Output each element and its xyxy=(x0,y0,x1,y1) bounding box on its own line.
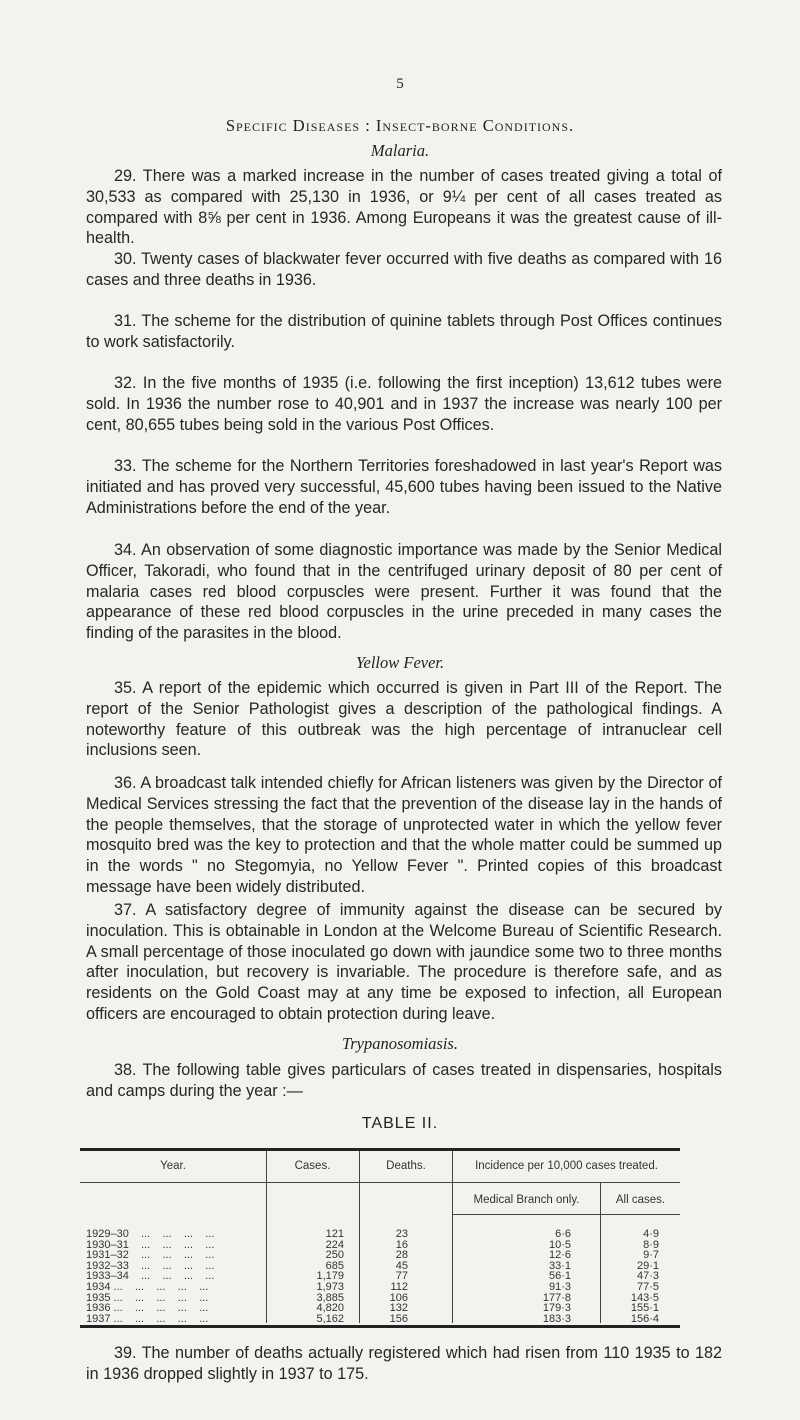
paragraph-35: 35. A report of the epidemic which occurred is given in Part III of the Report. The report of the Senior Pathologist gives a description of the pathological findings. A noteworthy feature of this outbreak was the high percentage of intranuclear cell inclusions seen. xyxy=(86,679,722,760)
paragraph-33: 33. The scheme for the Northern Territories foreshadowed in last year's Report was initiated and has proved very successful, 45,600 tubes having been issued to the Native Administrations before the end of the year. xyxy=(86,457,722,517)
table-cell-cases: 121 xyxy=(325,1228,344,1240)
page-number: 5 xyxy=(396,76,404,92)
table-cell-medical: 177·8 xyxy=(542,1291,571,1304)
table-cell-all: 156·4 xyxy=(630,1312,659,1325)
paragraph-30: 30. Twenty cases of blackwater fever occurred with five deaths as compared with 16 cases and three deaths in 1936. xyxy=(86,250,722,289)
table-cell-year: 1933–34 ... ... ... ... xyxy=(86,1270,215,1283)
table-cell-all: 29·1 xyxy=(636,1259,659,1272)
section-heading: Specific Diseases : Insect-borne Conditions. xyxy=(225,116,575,135)
table-cell-deaths: 16 xyxy=(395,1238,408,1251)
subheader-rule xyxy=(453,1214,680,1215)
paragraph-37: 37. A satisfactory degree of immunity against the disease can be secured by inoculation. This is obtainable in London at the Welcome Bureau of Scientific Research. A small percentage of those inoculated go down with jaundice some two to three months after inoculation, but recovery is invariable. The procedure is therefore safe, and as residents on the Gold Coast may at any time be exposed to infection, all European officers are encouraged to obtain protection during leave. xyxy=(86,901,722,1023)
subheading-malaria: Malaria. xyxy=(370,141,430,160)
table-cell-deaths: 156 xyxy=(389,1312,408,1325)
table-cell-deaths: 132 xyxy=(389,1302,408,1315)
table-cell-year: 1932–33 ... ... ... ... xyxy=(86,1259,215,1272)
table-cell-all: 47·3 xyxy=(636,1270,659,1283)
table-cell-all: 9·7 xyxy=(643,1249,659,1262)
paragraph-31: 31. The scheme for the distribution of quinine tablets through Post Offices continues to work satisfactorily. xyxy=(86,312,722,351)
subheading-yellow-fever: Yellow Fever. xyxy=(355,653,445,672)
table-cell-all: 155·1 xyxy=(630,1302,659,1315)
table-cell-all: 143·5 xyxy=(630,1291,659,1304)
header-rule xyxy=(80,1182,680,1183)
paragraph-34: 34. An observation of some diagnostic importance was made by the Senior Medical Officer, Takoradi, who found that in the centrifuged urinary deposit of 80 per cent of malaria cases red blood corpuscles were present. Further it was found that the appearance of these red blood corpuscles in the urine preceded in many cases the finding of the parasites in the blood. xyxy=(86,541,722,643)
header-cases: Cases. xyxy=(294,1160,331,1172)
table-cell-deaths: 23 xyxy=(395,1228,408,1240)
table-cell-all: 77·5 xyxy=(636,1281,659,1293)
table-cell-year: 1931–32 ... ... ... ... xyxy=(86,1249,215,1262)
table-cell-deaths: 112 xyxy=(390,1281,408,1293)
paragraph-38: 38. The following table gives particulars of cases treated in dispensaries, hospitals and camps during the year :— xyxy=(86,1061,722,1100)
table-cell-medical: 33·1 xyxy=(548,1259,571,1272)
table-cell-deaths: 77 xyxy=(395,1270,408,1283)
table-cell-all: 8·9 xyxy=(643,1238,659,1251)
header-incidence: Incidence per 10,000 cases treated. xyxy=(475,1160,658,1172)
paragraph-32: 32. In the five months of 1935 (i.e. following the first inception) 13,612 tubes were sold. In 1936 the number rose to 40,901 and in 1937 the increase was nearly 100 per cent, 80,655 tubes being sold in the various Post Offices. xyxy=(86,374,722,434)
table-cell-cases: 1,179 xyxy=(316,1270,344,1283)
paragraph-29: 29. There was a marked increase in the number of cases treated giving a total of 30,533 as compared with 25,130 in 1936, or 9¼ per cent of all cases treated as compared with 8⅝ per cent in 1936. Among Europeans it was the greatest cause of ill-health. xyxy=(86,167,722,248)
table-cell-year: 1936 ... ... ... ... ... xyxy=(86,1302,209,1315)
table-cell-deaths: 45 xyxy=(395,1259,408,1272)
paragraph-36: 36. A broadcast talk intended chiefly for African listeners was given by the Director of Medical Services stressing the fact that the prevention of the disease lay in the hands of the people themselves, that the storage of unprotected water in which the yellow fever mosquito bred was the key to protection and that the whole matter could be summed up in the words " no Stegomyia, no Yellow Fever ". Printed copies of this broadcast message have been widely distributed. xyxy=(86,774,722,896)
table-cell-cases: 5,162 xyxy=(316,1312,344,1325)
subheading-trypanosomiasis: Trypanosomiasis. xyxy=(342,1034,458,1053)
table-cell-year: 1930–31 ... ... ... ... xyxy=(86,1238,215,1251)
table-cell-medical: 179·3 xyxy=(542,1302,571,1315)
table-cell-cases: 4,820 xyxy=(316,1302,344,1315)
table-cell-year: 1929–30 ... ... ... ... xyxy=(86,1228,215,1240)
table-cell-deaths: 28 xyxy=(395,1249,408,1262)
table-cell-year: 1935 ... ... ... ... ... xyxy=(86,1291,209,1304)
table-bottom-rule xyxy=(80,1325,680,1328)
paragraph-39: 39. The number of deaths actually registered which had risen from 110 1935 to 182 in 1936 dropped slightly in 1937 to 175. xyxy=(86,1344,722,1383)
table-cell-cases: 685 xyxy=(325,1259,344,1272)
table-cell-medical: 183·3 xyxy=(542,1312,571,1325)
table-cell-medical: 12·6 xyxy=(548,1249,571,1262)
table-cell-year: 1937 ... ... ... ... ... xyxy=(86,1312,209,1325)
table-cell-cases: 1,973 xyxy=(316,1281,344,1293)
table-cell-deaths: 106 xyxy=(389,1291,408,1304)
table-cell-all: 4·9 xyxy=(643,1228,659,1240)
header-medical-branch: Medical Branch only. xyxy=(473,1194,580,1206)
table-cell-cases: 250 xyxy=(325,1249,344,1262)
table-cell-medical: 56·1 xyxy=(548,1270,571,1283)
table-caption: TABLE II. xyxy=(361,1115,439,1132)
table-top-rule xyxy=(80,1148,680,1151)
table-cell-cases: 224 xyxy=(325,1238,344,1251)
table-cell-year: 1934 ... ... ... ... ... xyxy=(86,1281,209,1293)
table-cell-medical: 10·5 xyxy=(548,1238,571,1251)
table-cell-cases: 3,885 xyxy=(316,1291,344,1304)
header-year: Year. xyxy=(160,1160,186,1172)
table-cell-medical: 91·3 xyxy=(548,1281,571,1293)
table-cell-medical: 6·6 xyxy=(555,1228,571,1240)
header-deaths: Deaths. xyxy=(386,1160,426,1172)
header-all-cases: All cases. xyxy=(615,1194,666,1206)
